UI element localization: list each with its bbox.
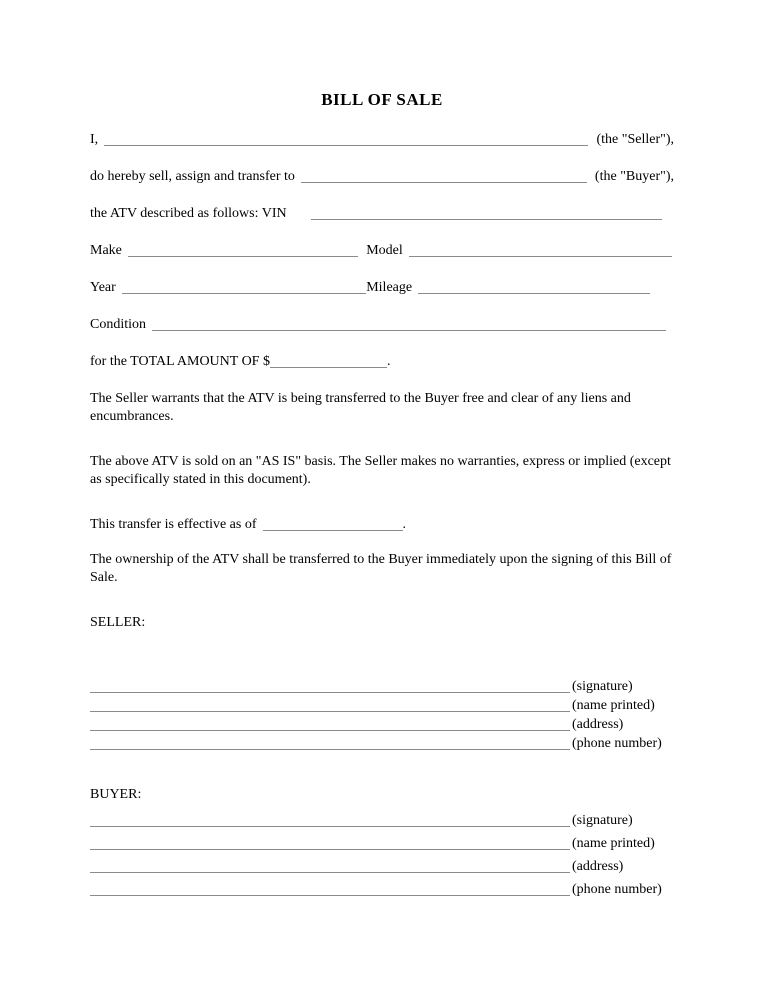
effective-date-field[interactable] bbox=[263, 529, 403, 531]
effective-suffix-text: . bbox=[402, 517, 407, 532]
section-spacer bbox=[90, 755, 674, 786]
amount-suffix-text: . bbox=[386, 354, 391, 369]
buyer-phone-row bbox=[90, 882, 674, 905]
condition-field[interactable] bbox=[152, 329, 666, 331]
buyer-signature-label: (signature) bbox=[572, 813, 633, 828]
condition-label: Condition bbox=[90, 317, 147, 332]
amount-prefix-text: for the TOTAL AMOUNT OF $ bbox=[90, 354, 270, 369]
year-label: Year bbox=[90, 280, 116, 295]
buyer-section-heading: BUYER: bbox=[90, 787, 142, 802]
buyer-signature-row bbox=[90, 813, 674, 836]
seller-name-row bbox=[90, 131, 674, 149]
buyer-address-row bbox=[90, 859, 674, 882]
model-label: Model bbox=[366, 243, 403, 258]
condition-row bbox=[90, 316, 674, 334]
seller-signature-block bbox=[90, 679, 674, 755]
buyer-signature-block bbox=[90, 813, 674, 905]
seller-signature-row bbox=[90, 679, 674, 698]
as-is-paragraph: The above ATV is sold on an "AS IS" basis. The Seller makes no warranties, express or implied (except as specifically stated in this document). bbox=[90, 454, 671, 487]
seller-name-printed-row bbox=[90, 698, 674, 717]
seller-section-heading: SELLER: bbox=[90, 615, 146, 630]
seller-signature-field[interactable] bbox=[90, 691, 570, 693]
seller-phone-row bbox=[90, 736, 674, 755]
make-field[interactable] bbox=[128, 255, 358, 257]
buyer-prefix-text: do hereby sell, assign and transfer to bbox=[90, 169, 295, 184]
mileage-field[interactable] bbox=[418, 292, 650, 294]
ownership-paragraph: The ownership of the ATV shall be transferred to the Buyer immediately upon the signing of this Bill of Sale. bbox=[90, 552, 672, 585]
seller-phone-field[interactable] bbox=[90, 748, 570, 750]
buyer-name-printed-row bbox=[90, 836, 674, 859]
seller-address-field[interactable] bbox=[90, 729, 570, 731]
buyer-phone-field[interactable] bbox=[90, 894, 570, 896]
buyer-name-row bbox=[90, 168, 674, 186]
year-field[interactable] bbox=[122, 292, 366, 294]
warranty-paragraph: The Seller warrants that the ATV is being transferred to the Buyer free and clear of any liens and encumbrances. bbox=[90, 391, 631, 424]
seller-name-printed-label: (name printed) bbox=[572, 698, 655, 713]
buyer-name-printed-label: (name printed) bbox=[572, 836, 655, 851]
page-title: BILL OF SALE bbox=[321, 90, 443, 109]
effective-prefix-text: This transfer is effective as of bbox=[90, 517, 257, 532]
model-field[interactable] bbox=[409, 255, 672, 257]
seller-prefix-text: I, bbox=[90, 132, 99, 147]
buyer-name-printed-field[interactable] bbox=[90, 848, 570, 850]
year-mileage-row bbox=[90, 279, 674, 297]
make-label: Make bbox=[90, 243, 122, 258]
seller-name-field[interactable] bbox=[104, 144, 588, 146]
buyer-phone-label: (phone number) bbox=[572, 882, 662, 897]
buyer-address-label: (address) bbox=[572, 859, 624, 874]
buyer-address-field[interactable] bbox=[90, 871, 570, 873]
buyer-signature-field[interactable] bbox=[90, 825, 570, 827]
buyer-suffix-text: (the "Buyer"), bbox=[594, 169, 674, 184]
amount-field[interactable] bbox=[270, 366, 387, 368]
seller-heading-spacer bbox=[90, 657, 674, 679]
seller-address-row bbox=[90, 717, 674, 736]
vin-row bbox=[90, 205, 674, 223]
vin-field[interactable] bbox=[311, 218, 662, 220]
seller-phone-label: (phone number) bbox=[572, 736, 662, 751]
mileage-label: Mileage bbox=[366, 280, 413, 295]
seller-address-label: (address) bbox=[572, 717, 624, 732]
total-amount-row bbox=[90, 353, 674, 371]
seller-suffix-text: (the "Seller"), bbox=[596, 132, 674, 147]
effective-date-row bbox=[90, 516, 674, 534]
seller-name-printed-field[interactable] bbox=[90, 710, 570, 712]
buyer-name-field[interactable] bbox=[301, 181, 587, 183]
make-model-row bbox=[90, 242, 674, 260]
vin-prefix-text: the ATV described as follows: VIN bbox=[90, 206, 287, 221]
seller-signature-label: (signature) bbox=[572, 679, 633, 694]
